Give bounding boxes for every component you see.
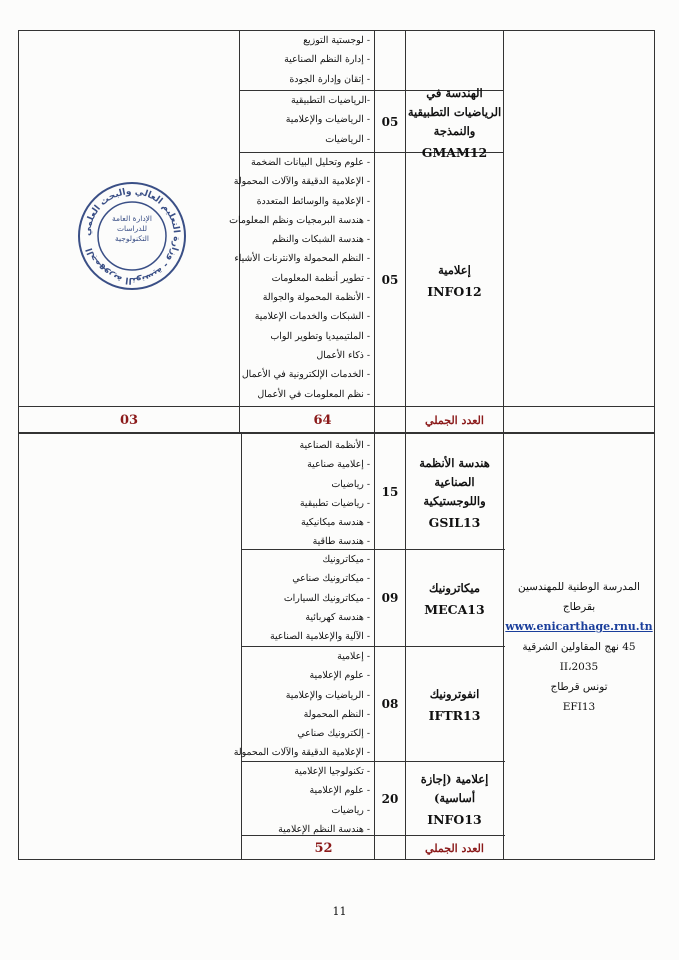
specialty-name: هندسة الأنظمة الصناعية واللوجستيكية xyxy=(419,455,490,508)
specialty-name: ميكاترونيك xyxy=(429,581,480,595)
seat-count: 05 xyxy=(381,272,399,287)
specialty-code: INFO13 xyxy=(427,812,482,827)
list-item: - الأنظمة الصناعية - إعلامية صناعية - رياضيات - رياضيات تطبيقية - هندسة ميكانيكية - هندسة طاقية xyxy=(299,440,370,548)
list-item: - علوم وتحليل البيانات الضخمة - الإعلامية الدقيقة والآلات المحمولة - الإعلامية والوسائط المتعددة - هندسة البرمجيات ونظم المعلومات - هندسة الشبكات والنظم - النظم المحمولة والانترنات الأشياء - تطوير أنظمة المعلومات - الأنظمة المحمولة والجوالة - الشبكات والخدمات الإعلامية - الملتيميديا وتطوير الواب - ذكاء الأعمال - الخدمات الإلكترونية في الأعمال - نظم المعلومات في الأعمال xyxy=(229,157,370,400)
specialty-name: إعلامية (إجازة أساسية) xyxy=(420,772,489,805)
seat-count: 08 xyxy=(381,697,399,711)
list-item: - تكنولوجيا الإعلامية - علوم الإعلامية - رياضيات - هندسة النظم الإعلامية xyxy=(278,766,370,835)
specialty-code: GSIL13 xyxy=(428,514,481,530)
specialty-code: MECA13 xyxy=(424,602,485,617)
svg-text:الجمهورية التونسية - وزارة الت: الجمهورية التونسية - وزارة التعليم العالي والبحث العلمي xyxy=(82,186,182,286)
seat-count: 05 xyxy=(381,114,399,129)
total-label: العدد الجملي xyxy=(425,413,484,427)
page-number: 11 xyxy=(332,905,347,918)
specialty-name: إعلامية xyxy=(438,262,471,277)
list-item: - لوجستية التوزيع - إدارة النظم الصناعية - إتقان وإدارة الجودة xyxy=(284,35,370,85)
specialty-name: انفوترونيك xyxy=(429,687,480,701)
official-stamp: الجمهورية التونسية - وزارة التعليم العالي والبحث العلمي الإدارة العامة للدراسات التكنولوجية xyxy=(76,180,188,292)
seat-count: 20 xyxy=(381,791,399,806)
school-website-link[interactable]: www.enicarthage.rnu.tn xyxy=(505,620,653,633)
total-left-value: 03 xyxy=(119,412,139,428)
specialty-code: IFTR13 xyxy=(428,708,481,723)
total-value: 52 xyxy=(314,840,333,856)
specialty-name: الهندسة في الرياضيات التطبيقية والنمذجة xyxy=(407,85,502,138)
school-code: EFI13 xyxy=(562,701,596,713)
list-item: - ميكاترونيك - ميكاترونيك صناعي - ميكاترونيك السيارات - هندسة كهربائية - الآلية والإعلامية الصناعية xyxy=(269,554,370,643)
list-item: -الرياضيات التطبيقية - الرياضيات والإعلامية - الرياضيات xyxy=(285,95,370,145)
total-value: 64 xyxy=(313,412,332,428)
school-info xyxy=(504,434,654,860)
list-item: - إعلامية - علوم الإعلامية - الرياضيات والإعلامية - النظم المحمولة - إلكترونيك صناعي - الإعلامية الدقيقة والآلات المحمولة xyxy=(233,651,370,759)
school-city: تونس قرطاج xyxy=(550,681,608,693)
total-label: العدد الجملي xyxy=(425,841,484,855)
school-name: المدرسة الوطنية للمهندسين بقرطاج xyxy=(518,581,640,613)
specialty-code: GMAM12 xyxy=(421,144,488,160)
school-address: 45 نهج المقاولين الشرقية 2035،II xyxy=(522,641,636,673)
specialty-code: INFO12 xyxy=(427,283,482,299)
seat-count: 15 xyxy=(381,484,399,499)
seat-count: 09 xyxy=(381,591,399,605)
table-block-2 xyxy=(18,433,655,860)
